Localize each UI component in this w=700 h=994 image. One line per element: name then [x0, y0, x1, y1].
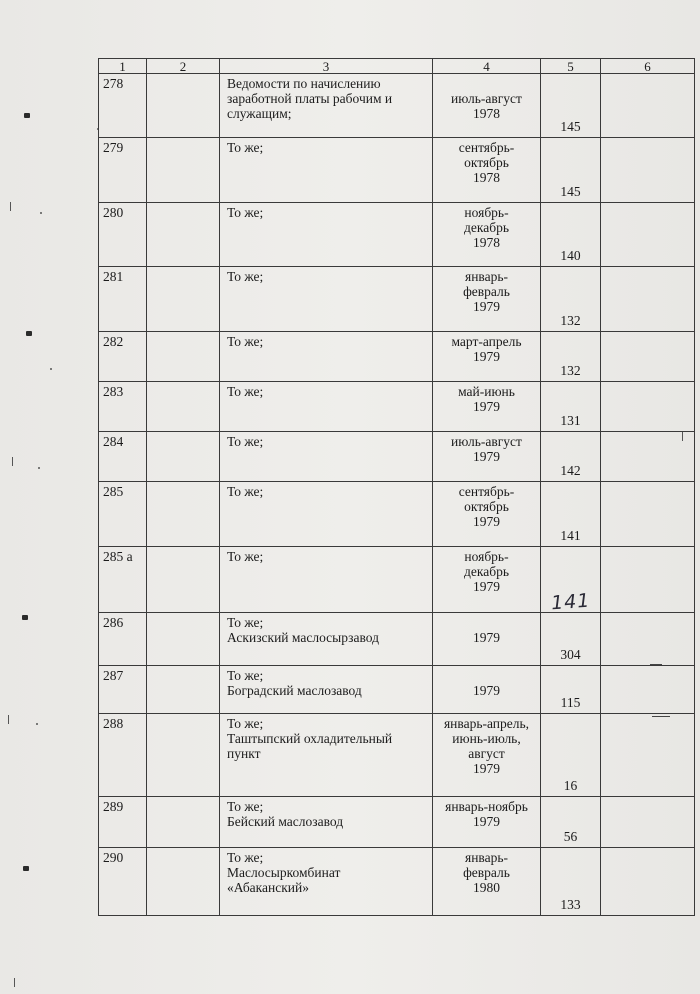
period-line: 1980: [473, 880, 500, 895]
sheet-count: 132: [541, 332, 601, 382]
file-number: 278: [99, 74, 147, 138]
file-number: 282: [99, 332, 147, 382]
file-title: [220, 138, 433, 203]
period-line: 1978: [473, 106, 500, 121]
period-line: январь-: [464, 269, 509, 284]
sheet-count: 142: [541, 432, 601, 482]
title-line: То же;: [227, 334, 264, 349]
period-line: июль-август: [451, 91, 522, 106]
file-index-cell: [147, 382, 220, 432]
punch-hole-mark: [22, 615, 28, 620]
scan-speck: [40, 212, 42, 214]
file-index-cell: [147, 848, 220, 916]
title-line: служащим;: [227, 106, 292, 121]
title-line: То же;: [227, 384, 264, 399]
file-index-cell: [147, 714, 220, 797]
file-index-cell: [147, 74, 220, 138]
title-line: То же;: [227, 484, 264, 499]
column-header: 3: [220, 59, 433, 74]
period-line: 1978: [473, 170, 500, 185]
file-index-cell: [147, 613, 220, 666]
scan-speck: [14, 978, 15, 987]
title-line: Таштыпский охладительный: [227, 731, 393, 746]
period-line: декабрь: [464, 564, 509, 579]
file-index-cell: [147, 267, 220, 332]
title-line: То же;: [227, 549, 264, 564]
punch-hole-mark: [24, 113, 30, 118]
period-line: май-июнь: [458, 384, 515, 399]
period-line: октябрь: [464, 155, 509, 170]
file-period: [433, 482, 541, 547]
title-line: То же;: [227, 615, 264, 630]
file-number: 281: [99, 267, 147, 332]
file-index-cell: [147, 482, 220, 547]
notes-cell: [601, 797, 695, 848]
file-period: [433, 666, 541, 714]
period-line: 1979: [473, 814, 500, 829]
notes-cell: [601, 332, 695, 382]
period-line: январь-: [464, 850, 509, 865]
file-period: [433, 203, 541, 267]
period-line: август: [468, 746, 505, 761]
sheet-count: 145: [541, 138, 601, 203]
file-index-cell: [147, 547, 220, 613]
title-line: То же;: [227, 799, 264, 814]
table-row: [99, 138, 695, 203]
period-line: январь-ноябрь: [445, 799, 528, 814]
sheet-count: 304: [541, 613, 601, 666]
table-row: [99, 848, 695, 916]
sheet-count: 56: [541, 797, 601, 848]
sheet-count: 115: [541, 666, 601, 714]
title-line: То же;: [227, 140, 264, 155]
notes-cell: [601, 203, 695, 267]
file-number: 289: [99, 797, 147, 848]
period-line: 1979: [473, 630, 500, 645]
file-title: [220, 332, 433, 382]
period-line: сентябрь-: [458, 140, 515, 155]
column-header: 6: [601, 59, 695, 74]
title-line: То же;: [227, 668, 264, 683]
column-header: 5: [541, 59, 601, 74]
file-title: [220, 666, 433, 714]
file-title: [220, 797, 433, 848]
file-index-cell: [147, 203, 220, 267]
title-line: Бейский маслозавод: [227, 814, 344, 829]
title-line: То же;: [227, 850, 264, 865]
notes-cell: [601, 432, 695, 482]
notes-cell: [601, 382, 695, 432]
period-line: 1979: [473, 399, 500, 414]
period-line: 1979: [473, 683, 500, 698]
title-line: То же;: [227, 716, 264, 731]
file-index-cell: [147, 138, 220, 203]
scan-speck: [38, 467, 40, 469]
notes-cell: [601, 848, 695, 916]
period-line: сентябрь-: [458, 484, 515, 499]
notes-cell: [601, 547, 695, 613]
sheet-count: 16: [541, 714, 601, 797]
sheet-count: 145: [541, 74, 601, 138]
scan-speck: [10, 202, 11, 211]
table-row: [99, 547, 695, 613]
file-number: 284: [99, 432, 147, 482]
file-period: [433, 332, 541, 382]
period-line: январь-апрель,: [443, 716, 530, 731]
file-title: [220, 482, 433, 547]
title-line: «Абаканский»: [227, 880, 309, 895]
period-line: 1979: [473, 299, 500, 314]
file-index-cell: [147, 432, 220, 482]
title-line: То же;: [227, 205, 264, 220]
title-line: Аскизский маслосырзавод: [227, 630, 379, 645]
table-row: [99, 432, 695, 482]
file-number: 280: [99, 203, 147, 267]
table-row: [99, 203, 695, 267]
file-title: [220, 203, 433, 267]
table-row: [99, 74, 695, 138]
period-line: июль-август: [451, 434, 522, 449]
file-period: [433, 714, 541, 797]
title-line: Маслосыркомбинат: [227, 865, 341, 880]
notes-cell: [601, 267, 695, 332]
file-index-cell: [147, 332, 220, 382]
period-line: 1978: [473, 235, 500, 250]
file-title: [220, 714, 433, 797]
table-row: [99, 613, 695, 666]
file-register-table: [98, 58, 695, 916]
period-line: июнь-июль,: [452, 731, 521, 746]
title-line: пункт: [227, 746, 261, 761]
period-line: февраль: [463, 284, 510, 299]
column-header: 2: [147, 59, 220, 74]
title-line: То же;: [227, 269, 264, 284]
file-number: 285 а: [99, 547, 147, 613]
period-line: 1979: [473, 761, 500, 776]
file-period: [433, 848, 541, 916]
column-header: 4: [433, 59, 541, 74]
scan-speck: [36, 723, 38, 725]
file-title: [220, 547, 433, 613]
table-row: [99, 332, 695, 382]
notes-cell: [601, 613, 695, 666]
notes-cell: [601, 666, 695, 714]
file-number: 283: [99, 382, 147, 432]
file-index-cell: [147, 797, 220, 848]
scan-speck: [50, 368, 52, 370]
file-period: [433, 382, 541, 432]
file-number: 286: [99, 613, 147, 666]
file-title: [220, 432, 433, 482]
period-line: октябрь: [464, 499, 509, 514]
title-line: заработной платы рабочим и: [227, 91, 393, 106]
period-line: ноябрь-: [464, 549, 509, 564]
file-index-cell: [147, 666, 220, 714]
file-title: [220, 613, 433, 666]
notes-cell: [601, 74, 695, 138]
file-period: [433, 74, 541, 138]
table-row: [99, 666, 695, 714]
file-title: [220, 382, 433, 432]
table-row: [99, 267, 695, 332]
period-line: 1979: [473, 579, 500, 594]
file-title: [220, 267, 433, 332]
file-number: 290: [99, 848, 147, 916]
file-number: 287: [99, 666, 147, 714]
title-line: Ведомости по начислению: [227, 76, 381, 91]
column-header: 1: [99, 59, 147, 74]
file-period: [433, 613, 541, 666]
punch-hole-mark: [23, 866, 29, 871]
punch-hole-mark: [26, 331, 32, 336]
sheet-count: 140: [541, 203, 601, 267]
sheet-count: [541, 547, 601, 613]
file-number: 279: [99, 138, 147, 203]
file-number: 285: [99, 482, 147, 547]
file-period: [433, 797, 541, 848]
sheet-count: 132: [541, 267, 601, 332]
period-line: февраль: [463, 865, 510, 880]
file-period: [433, 138, 541, 203]
table-row: [99, 797, 695, 848]
scan-speck: [12, 457, 13, 466]
file-period: [433, 547, 541, 613]
handwritten-sheet-count: 141: [550, 589, 591, 615]
notes-cell: [601, 482, 695, 547]
file-period: [433, 432, 541, 482]
file-title: [220, 74, 433, 138]
period-line: март-апрель: [451, 334, 522, 349]
period-line: 1979: [473, 514, 500, 529]
sheet-count: 141: [541, 482, 601, 547]
notes-cell: [601, 138, 695, 203]
sheet-count: 131: [541, 382, 601, 432]
period-line: ноябрь-: [464, 205, 509, 220]
scan-speck: [8, 715, 9, 724]
table-row: [99, 714, 695, 797]
table-row: [99, 382, 695, 432]
title-line: То же;: [227, 434, 264, 449]
notes-cell: [601, 714, 695, 797]
file-number: 288: [99, 714, 147, 797]
file-title: [220, 848, 433, 916]
period-line: 1979: [473, 349, 500, 364]
sheet-count: 133: [541, 848, 601, 916]
title-line: Боградский маслозавод: [227, 683, 362, 698]
file-period: [433, 267, 541, 332]
column-number-row: [99, 59, 695, 74]
table-row: [99, 482, 695, 547]
period-line: декабрь: [464, 220, 509, 235]
period-line: 1979: [473, 449, 500, 464]
